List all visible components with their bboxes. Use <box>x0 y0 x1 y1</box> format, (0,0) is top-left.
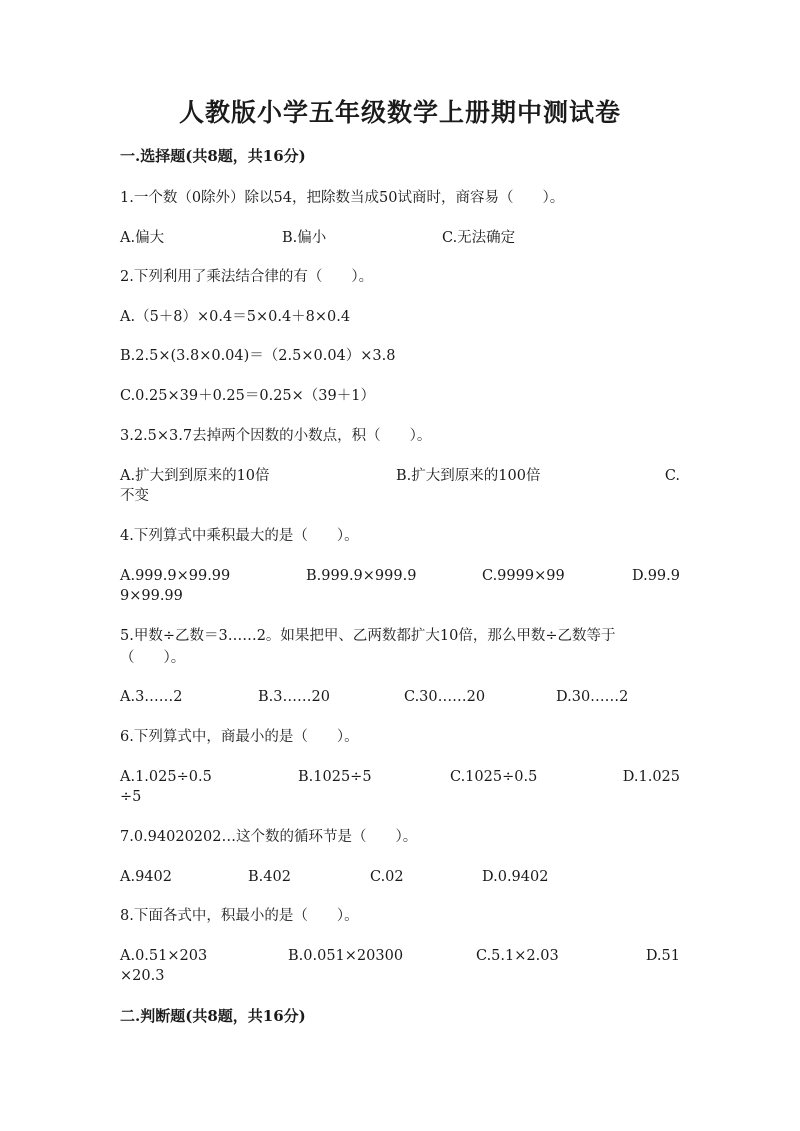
question-1-stem: 1.一个数（0除外）除以54，把除数当成50试商时，商容易（ ）。 <box>120 190 565 206</box>
question-2-option-c: C.0.25×39＋0.25＝0.25×（39＋1） <box>120 388 375 404</box>
question-3-option-b: B.扩大到原来的100倍 <box>396 468 541 484</box>
section-heading-judgment: 二.判断题(共8题，共16分) <box>120 1007 306 1025</box>
question-4-option-d: D.99.9 <box>631 568 680 584</box>
question-7-option-a: A.9402 <box>120 869 172 885</box>
question-6-option-d-wrap: ÷5 <box>120 789 142 805</box>
question-4-option-a: A.999.9×99.99 <box>120 568 231 584</box>
question-8-option-a: A.0.51×203 <box>120 948 208 964</box>
section-heading-choice: 一.选择题(共8题，共16分) <box>120 147 306 165</box>
page-title: 人教版小学五年级数学上册期中测试卷 <box>178 98 621 127</box>
question-1-option-c: C.无法确定 <box>442 230 516 246</box>
question-4-option-d-wrap: 9×99.99 <box>120 588 183 604</box>
question-5-option-b: B.3……20 <box>258 689 330 705</box>
question-5-stem: 5.甲数÷乙数＝3……2。如果把甲、乙两数都扩大10倍，那么甲数÷乙数等于 <box>120 628 616 644</box>
question-2-option-a: A.（5＋8）×0.4＝5×0.4＋8×0.4 <box>120 309 351 325</box>
question-8-stem: 8.下面各式中，积最小的是（ ）。 <box>120 908 359 924</box>
question-3-option-a: A.扩大到到原来的10倍 <box>120 468 270 484</box>
question-5-stem-cont: （ ）。 <box>120 650 186 666</box>
question-1-option-b: B.偏小 <box>282 230 327 246</box>
question-8-option-c: C.5.1×2.03 <box>476 948 559 964</box>
question-4-option-b: B.999.9×999.9 <box>306 568 417 584</box>
question-6-option-b: B.1025÷5 <box>298 769 372 785</box>
question-1-option-a: A.偏大 <box>120 230 165 246</box>
question-8-option-b: B.0.051×20300 <box>288 948 404 964</box>
question-4-option-c: C.9999×99 <box>482 568 565 584</box>
question-7-option-b: B.402 <box>248 869 291 885</box>
question-8-option-d-wrap: ×20.3 <box>120 968 165 984</box>
question-5-option-a: A.3……2 <box>120 689 183 705</box>
question-5-option-c: C.30……20 <box>404 689 486 705</box>
question-2-option-b: B.2.5×(3.8×0.04)＝（2.5×0.04）×3.8 <box>120 348 396 364</box>
question-3-option-c: C. <box>664 468 680 484</box>
question-8-option-d: D.51 <box>645 948 680 964</box>
question-4-stem: 4.下列算式中乘积最大的是（ ）。 <box>120 528 359 544</box>
question-5-option-d: D.30……2 <box>556 689 629 705</box>
question-6-option-c: C.1025÷0.5 <box>450 769 538 785</box>
question-6-option-a: A.1.025÷0.5 <box>120 769 212 785</box>
question-7-option-d: D.0.9402 <box>482 869 549 885</box>
question-2-stem: 2.下列利用了乘法结合律的有（ ）。 <box>120 269 374 285</box>
question-7-stem: 7.0.94020202…这个数的循环节是（ ）。 <box>120 829 418 845</box>
question-3-option-c-wrap: 不变 <box>120 488 149 504</box>
question-6-option-d: D.1.025 <box>622 769 680 785</box>
question-3-stem: 3.2.5×3.7去掉两个因数的小数点，积（ ）。 <box>120 428 432 444</box>
question-6-stem: 6.下列算式中，商最小的是（ ）。 <box>120 729 359 745</box>
question-7-option-c: C.02 <box>370 869 404 885</box>
